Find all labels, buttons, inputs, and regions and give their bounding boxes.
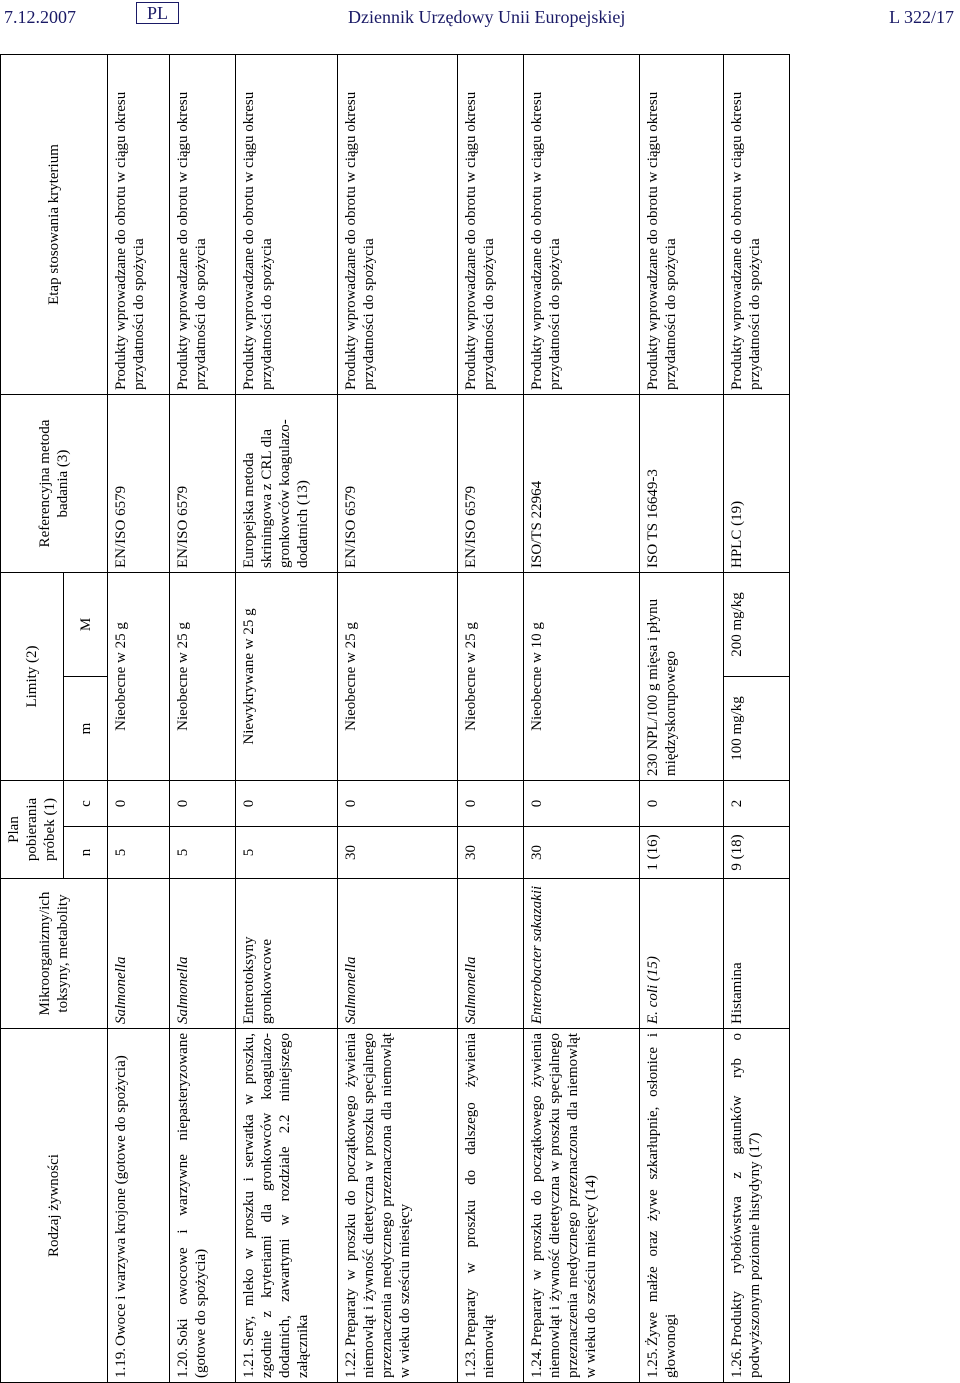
n-cell: 5 (170, 827, 236, 879)
c-cell: 0 (338, 781, 458, 827)
row-number: 1.24. (529, 1348, 545, 1378)
limit-cell: Nieobecne w 25 g (170, 573, 236, 781)
stage-cell: Produkty wprowadzane do obrotu w ciągu okresu przydatności do spożycia (108, 55, 170, 395)
food-cell (170, 1029, 236, 1383)
method-cell: EN/ISO 6579 (170, 395, 236, 573)
row-number: 1.20. (175, 1348, 191, 1378)
page-reference: L 322/17 (889, 7, 954, 27)
limit-cell: 230 NPL/100 g mięsa i płynu międzyskorupowego (640, 573, 724, 781)
c-cell: 0 (640, 781, 724, 827)
microorganism-cell: Histamina (724, 879, 790, 1029)
food-description: Żywe małże oraz żywe szkarłupnie, osłonice i głowonogi (645, 1033, 679, 1378)
food-description: Preparaty w proszku do dalszego żywienia niemowląt (463, 1033, 497, 1378)
limit-cell: Nieobecne w 25 g (108, 573, 170, 781)
header-M: M (64, 573, 108, 677)
header-n: n (64, 827, 108, 879)
table-row (524, 55, 640, 1383)
stage-cell: Produkty wprowadzane do obrotu w ciągu okresu przydatności do spożycia (724, 55, 790, 395)
table-row (724, 55, 790, 1383)
row-number: 1.21. (241, 1348, 257, 1378)
n-cell: 30 (338, 827, 458, 879)
food-description: Soki owocowe i warzywne niepasteryzowane (gotowe do spożycia) (175, 1033, 209, 1378)
stage-cell: Produkty wprowadzane do obrotu w ciągu okresu przydatności do spożycia (524, 55, 640, 395)
row-number: 1.23. (463, 1348, 479, 1378)
row-number: 1.25. (645, 1348, 661, 1378)
limit-cell: Niewykrywane w 25 g (236, 573, 338, 781)
stage-cell: Produkty wprowadzane do obrotu w ciągu okresu przydatności do spożycia (236, 55, 338, 395)
method-cell: EN/ISO 6579 (108, 395, 170, 573)
microorganism-cell: Enterobacter sakazakii (524, 879, 640, 1029)
c-cell: 0 (236, 781, 338, 827)
n-cell: 5 (236, 827, 338, 879)
table-row (338, 55, 458, 1383)
microorganism-cell: Salmonella (458, 879, 524, 1029)
journal-title: Dziennik Urzędowy Unii Europejskiej (348, 7, 626, 27)
c-cell: 0 (108, 781, 170, 827)
food-cell (640, 1029, 724, 1383)
microorganism-cell: Salmonella (108, 879, 170, 1029)
stage-cell: Produkty wprowadzane do obrotu w ciągu okresu przydatności do spożycia (170, 55, 236, 395)
method-cell: ISO/TS 22964 (524, 395, 640, 573)
n-cell: 5 (108, 827, 170, 879)
header-microorganism: Mikroorganizmy/ich toksyny, metabolity (1, 879, 108, 1029)
table-row (170, 55, 236, 1383)
limit-M-cell: 200 mg/kg (724, 573, 790, 677)
criteria-table (0, 54, 790, 1383)
food-cell (338, 1029, 458, 1383)
n-cell: 9 (18) (724, 827, 790, 879)
food-cell (524, 1029, 640, 1383)
method-cell: EN/ISO 6579 (458, 395, 524, 573)
method-cell: HPLC (19) (724, 395, 790, 573)
food-cell (108, 1029, 170, 1383)
food-cell (236, 1029, 338, 1383)
n-cell: 30 (458, 827, 524, 879)
food-description: Sery, mleko w proszku i serwatka w proszku, zgodnie z kryteriami dla gronkowców koagulazo-dodatnich, zawartymi w rozdziale 2.2 niniejszego załącznika (241, 1033, 311, 1378)
table-row (108, 55, 170, 1383)
header-reference-method: Referencyjna metoda badania (3) (1, 395, 108, 573)
food-description: Preparaty w proszku do początkowego żywienia niemowląt i żywność dietetyczna w proszku specjalnego przeznaczenia medycznego przeznaczona dla niemowląt w wieku do sześciu miesięcy (14) (529, 1033, 599, 1378)
n-cell: 30 (524, 827, 640, 879)
method-cell: EN/ISO 6579 (338, 395, 458, 573)
c-cell: 0 (170, 781, 236, 827)
limit-cell: Nieobecne w 25 g (458, 573, 524, 781)
row-number: 1.26. (729, 1348, 745, 1378)
stage-cell: Produkty wprowadzane do obrotu w ciągu okresu przydatności do spożycia (458, 55, 524, 395)
c-cell: 2 (724, 781, 790, 827)
food-description: Produkty rybołówstwa z gatunków ryb o podwyższonym poziomie histydyny (17) (729, 1033, 763, 1378)
microorganism-cell: Salmonella (338, 879, 458, 1029)
header-food-category: Rodzaj żywności (1, 1029, 108, 1383)
header-limits: Limity (2) (1, 573, 64, 781)
header-c: c (64, 781, 108, 827)
stage-cell: Produkty wprowadzane do obrotu w ciągu okresu przydatności do spożycia (640, 55, 724, 395)
table-row (458, 55, 524, 1383)
header-stage: Etap stosowania kryterium (1, 55, 108, 395)
limit-cell: Nieobecne w 10 g (524, 573, 640, 781)
n-cell: 1 (16) (640, 827, 724, 879)
table-row (236, 55, 338, 1383)
microorganism-cell: Salmonella (170, 879, 236, 1029)
limit-cell: Nieobecne w 25 g (338, 573, 458, 781)
food-cell (458, 1029, 524, 1383)
row-number: 1.19. (113, 1348, 129, 1378)
header-m: m (64, 677, 108, 781)
table-row (640, 55, 724, 1383)
c-cell: 0 (458, 781, 524, 827)
header-sampling-plan: Plan pobierania próbek (1) (1, 781, 64, 879)
row-number: 1.22. (343, 1348, 359, 1378)
c-cell: 0 (524, 781, 640, 827)
food-description: Preparaty w proszku do początkowego żywienia niemowląt i żywność dietetyczna w proszku specjalnego przeznaczenia medycznego przeznaczona dla niemowląt w wieku do sześciu miesięcy (343, 1033, 413, 1378)
microorganism-cell: Enterotoksyny gronkowcowe (236, 879, 338, 1029)
language-badge: PL (136, 2, 179, 24)
microorganism-cell: E. coli (15) (640, 879, 724, 1029)
food-description: Owoce i warzywa krojone (gotowe do spożycia) (113, 1055, 129, 1346)
method-cell: ISO TS 16649-3 (640, 395, 724, 573)
stage-cell: Produkty wprowadzane do obrotu w ciągu okresu przydatności do spożycia (338, 55, 458, 395)
food-cell (724, 1029, 790, 1383)
publication-date: 7.12.2007 (4, 7, 76, 27)
limit-m-cell: 100 mg/kg (724, 677, 790, 781)
method-cell: Europejska metoda skriningowa z CRL dla gronkowców koagulazo-dodatnich (13) (236, 395, 338, 573)
